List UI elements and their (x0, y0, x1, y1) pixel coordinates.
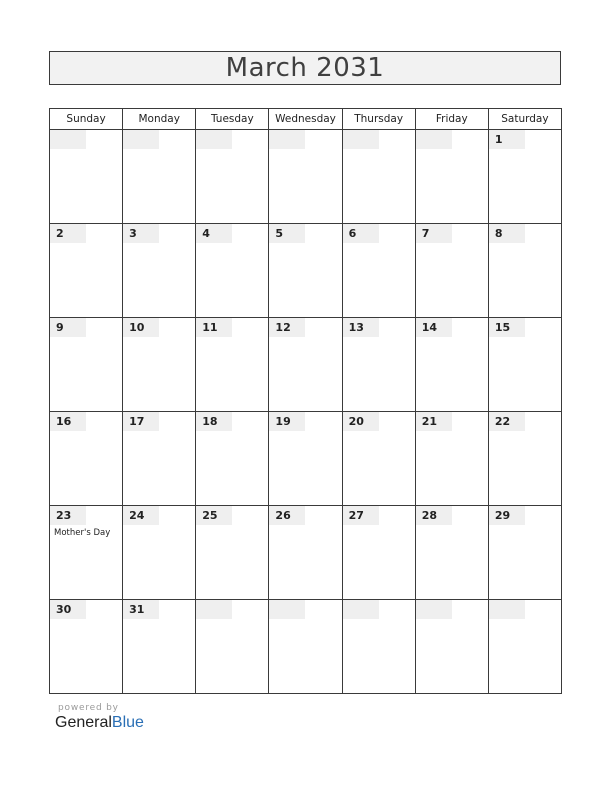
day-cell (488, 318, 561, 412)
day-number: 2 (50, 224, 86, 243)
day-cell (123, 130, 196, 224)
day-cell (269, 412, 342, 506)
brand-logo (55, 714, 144, 732)
day-cell (342, 318, 415, 412)
day-cell (415, 318, 488, 412)
day-number: 5 (269, 224, 305, 243)
footer-branding (55, 703, 144, 732)
day-number: 19 (269, 412, 305, 431)
day-cell (50, 600, 123, 694)
day-number: 16 (50, 412, 86, 431)
weekday-header: Wednesday (269, 109, 342, 130)
day-number: 18 (196, 412, 232, 431)
day-number: 30 (50, 600, 86, 619)
week-row (50, 318, 562, 412)
weekday-header: Tuesday (196, 109, 269, 130)
day-cell (415, 506, 488, 600)
day-number: 1 (489, 130, 525, 149)
day-cell (488, 412, 561, 506)
day-cell (123, 412, 196, 506)
day-cell (488, 224, 561, 318)
day-number: 7 (416, 224, 452, 243)
day-number: 23 (50, 506, 86, 525)
day-cell (269, 600, 342, 694)
page-title: March 2031 (225, 53, 385, 83)
day-number: 8 (489, 224, 525, 243)
day-cell (50, 412, 123, 506)
day-cell (415, 224, 488, 318)
day-number (489, 600, 525, 619)
day-cell (196, 506, 269, 600)
day-number: 26 (269, 506, 305, 525)
day-cell (415, 130, 488, 224)
brand-blue-text: Blue (111, 714, 144, 731)
powered-by-text: powered by (58, 703, 119, 713)
day-cell (123, 600, 196, 694)
weekday-header: Friday (415, 109, 488, 130)
day-cell (123, 224, 196, 318)
weekday-header: Saturday (488, 109, 561, 130)
day-cell (123, 506, 196, 600)
day-number: 29 (489, 506, 525, 525)
weekday-header: Sunday (50, 109, 123, 130)
day-cell (342, 412, 415, 506)
day-number (416, 130, 452, 149)
day-cell (50, 506, 123, 600)
day-number: 9 (50, 318, 86, 337)
day-cell (196, 600, 269, 694)
day-number: 4 (196, 224, 232, 243)
holiday-label: Mother's Day (54, 528, 111, 538)
day-number (123, 130, 159, 149)
day-number: 11 (196, 318, 232, 337)
day-cell (342, 130, 415, 224)
day-number (196, 600, 232, 619)
day-cell (342, 506, 415, 600)
day-number: 25 (196, 506, 232, 525)
day-number: 10 (123, 318, 159, 337)
week-row (50, 224, 562, 318)
week-row (50, 506, 562, 600)
day-number: 31 (123, 600, 159, 619)
weekday-header: Monday (123, 109, 196, 130)
weekday-header: Thursday (342, 109, 415, 130)
day-number (343, 600, 379, 619)
day-cell (196, 224, 269, 318)
week-row (50, 600, 562, 694)
day-cell (50, 130, 123, 224)
day-number: 22 (489, 412, 525, 431)
day-cell (342, 224, 415, 318)
day-cell (488, 506, 561, 600)
day-cell (488, 600, 561, 694)
day-number: 27 (343, 506, 379, 525)
title-banner (49, 51, 561, 85)
day-cell (415, 412, 488, 506)
day-cell (269, 318, 342, 412)
day-number: 20 (343, 412, 379, 431)
day-cell (196, 130, 269, 224)
day-cell (342, 600, 415, 694)
day-number: 15 (489, 318, 525, 337)
week-row (50, 412, 562, 506)
day-number: 17 (123, 412, 159, 431)
day-cell (50, 318, 123, 412)
day-number: 14 (416, 318, 452, 337)
week-row (50, 130, 562, 224)
day-cell (269, 130, 342, 224)
day-number (196, 130, 232, 149)
day-cell (123, 318, 196, 412)
day-cell (488, 130, 561, 224)
day-number: 13 (343, 318, 379, 337)
day-number: 28 (416, 506, 452, 525)
day-number: 6 (343, 224, 379, 243)
day-cell (269, 506, 342, 600)
day-number: 21 (416, 412, 452, 431)
weekday-header-row (50, 109, 562, 130)
day-cell (415, 600, 488, 694)
day-cell (269, 224, 342, 318)
day-cell (50, 224, 123, 318)
day-number (343, 130, 379, 149)
brand-general-text: General (55, 714, 112, 731)
day-number (416, 600, 452, 619)
day-cell (196, 412, 269, 506)
day-number: 24 (123, 506, 159, 525)
day-number (50, 130, 86, 149)
month-grid (49, 108, 562, 694)
day-number: 12 (269, 318, 305, 337)
day-number (269, 600, 305, 619)
day-number (269, 130, 305, 149)
day-number: 3 (123, 224, 159, 243)
day-cell (196, 318, 269, 412)
